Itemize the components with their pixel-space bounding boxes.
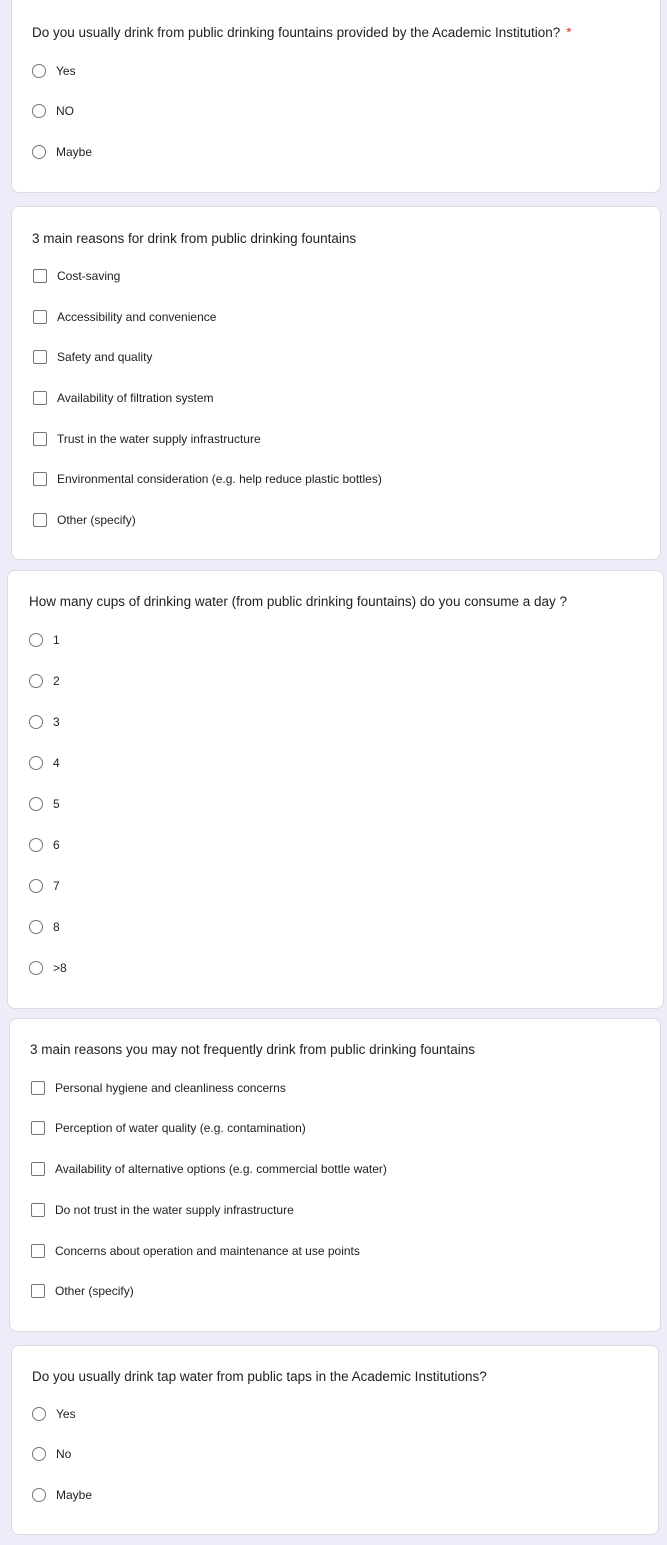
- radio-option[interactable]: NO: [32, 99, 74, 123]
- checkbox-option[interactable]: Trust in the water supply infrastructure: [33, 427, 261, 451]
- radio-option[interactable]: Yes: [32, 1402, 76, 1426]
- radio-button[interactable]: [29, 756, 43, 770]
- radio-option[interactable]: Maybe: [32, 1483, 92, 1507]
- checkbox[interactable]: [31, 1121, 45, 1135]
- question-title: 3 main reasons you may not frequently drink from public drinking fountains: [30, 1042, 475, 1057]
- radio-button[interactable]: [32, 104, 46, 118]
- checkbox[interactable]: [31, 1244, 45, 1258]
- checkbox[interactable]: [33, 350, 47, 364]
- question-title: 3 main reasons for drink from public drinking fountains: [32, 231, 357, 246]
- checkbox-option[interactable]: Safety and quality: [33, 345, 152, 369]
- checkbox[interactable]: [31, 1203, 45, 1217]
- checkbox-option[interactable]: Environmental consideration (e.g. help reduce plastic bottles): [33, 467, 382, 491]
- checkbox[interactable]: [33, 432, 47, 446]
- checkbox-option[interactable]: Other (specify): [33, 508, 136, 532]
- radio-option[interactable]: 6: [29, 833, 60, 857]
- radio-button[interactable]: [32, 145, 46, 159]
- radio-option[interactable]: Maybe: [32, 140, 92, 164]
- radio-option[interactable]: 8: [29, 915, 60, 939]
- checkbox[interactable]: [31, 1162, 45, 1176]
- question-card-cups-per-day: [7, 570, 664, 1009]
- question-title: How many cups of drinking water (from public drinking fountains) do you consume a day ?: [29, 594, 568, 609]
- checkbox[interactable]: [33, 310, 47, 324]
- radio-option[interactable]: >8: [29, 956, 67, 980]
- radio-option[interactable]: 7: [29, 874, 60, 898]
- radio-option[interactable]: 5: [29, 792, 60, 816]
- radio-button[interactable]: [29, 879, 43, 893]
- checkbox-option[interactable]: Concerns about operation and maintenance at use points: [31, 1239, 360, 1263]
- checkbox-option[interactable]: Other (specify): [31, 1279, 134, 1303]
- radio-button[interactable]: [29, 961, 43, 975]
- checkbox-option[interactable]: Accessibility and convenience: [33, 305, 216, 329]
- radio-option[interactable]: 3: [29, 710, 60, 734]
- checkbox[interactable]: [33, 472, 47, 486]
- radio-button[interactable]: [29, 674, 43, 688]
- question-title: Do you usually drink tap water from public taps in the Academic Institutions?: [32, 1369, 487, 1384]
- radio-button[interactable]: [29, 715, 43, 729]
- radio-option[interactable]: 2: [29, 669, 60, 693]
- checkbox-option[interactable]: Cost-saving: [33, 264, 120, 288]
- checkbox[interactable]: [31, 1284, 45, 1298]
- radio-button[interactable]: [29, 838, 43, 852]
- radio-option[interactable]: No: [32, 1442, 71, 1466]
- checkbox-option[interactable]: Availability of alternative options (e.g. commercial bottle water): [31, 1157, 387, 1181]
- radio-button[interactable]: [32, 1447, 46, 1461]
- checkbox-option[interactable]: Availability of filtration system: [33, 386, 214, 410]
- radio-button[interactable]: [32, 64, 46, 78]
- checkbox-option[interactable]: Do not trust in the water supply infrastructure: [31, 1198, 294, 1222]
- radio-button[interactable]: [29, 633, 43, 647]
- radio-option[interactable]: Yes: [32, 59, 76, 83]
- required-asterisk: *: [566, 25, 572, 40]
- radio-button[interactable]: [29, 797, 43, 811]
- checkbox[interactable]: [33, 269, 47, 283]
- question-card-reasons-drink: [11, 206, 661, 560]
- checkbox[interactable]: [33, 391, 47, 405]
- radio-option[interactable]: 4: [29, 751, 60, 775]
- question-title: Do you usually drink from public drinking fountains provided by the Academic Institution? *: [32, 25, 572, 40]
- checkbox[interactable]: [31, 1081, 45, 1095]
- checkbox[interactable]: [33, 513, 47, 527]
- radio-option[interactable]: 1: [29, 628, 60, 652]
- checkbox-option[interactable]: Perception of water quality (e.g. contamination): [31, 1116, 306, 1140]
- radio-button[interactable]: [32, 1407, 46, 1421]
- radio-button[interactable]: [29, 920, 43, 934]
- radio-button[interactable]: [32, 1488, 46, 1502]
- checkbox-option[interactable]: Personal hygiene and cleanliness concerns: [31, 1076, 286, 1100]
